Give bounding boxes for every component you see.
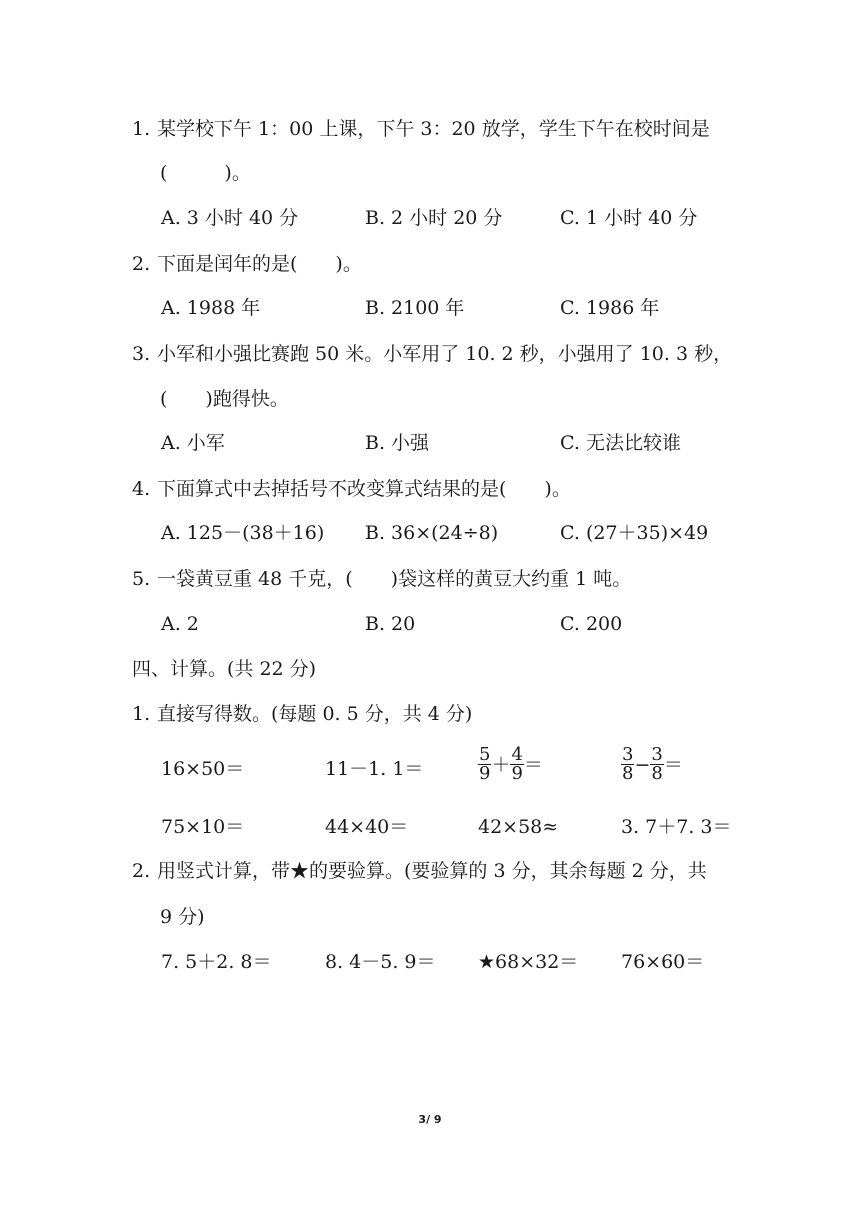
question-number: 1. [132,118,151,140]
option-a: A. 1988 年 [161,297,261,319]
calc-item: 7. 5＋2. 8＝ [161,951,272,973]
denominator: 8 [622,763,634,784]
question-number: 4. [132,478,151,500]
operator: ＋ [491,753,511,776]
option-c: C. 1 小时 40 分 [560,207,698,229]
fraction [650,746,663,783]
question-text: 用竖式计算，带★的要验算。(要验算的 3 分，其余每题 2 分，共 [157,860,707,882]
option-a: A. 2 [161,613,199,635]
calc-item: 42×58≈ [478,816,559,838]
question-text: 某学校下午 1：00 上课，下午 3：20 放学，学生下午在校时间是 [157,118,710,140]
calc-item-with-check: ★68×32＝ [478,951,579,973]
fraction-expression [478,746,543,783]
calc-item: 11－1. 1＝ [325,758,424,780]
option-a: A. 3 小时 40 分 [161,207,299,229]
fraction [621,746,634,783]
question-number: 1. [132,703,151,725]
calc-item: 76×60＝ [621,951,705,973]
numerator: 3 [651,744,663,765]
question-text: 一袋黄豆重 48 千克，( )袋这样的黄豆大约重 1 吨。 [157,568,632,590]
fraction-expression [621,746,683,783]
calc-item: 44×40＝ [325,816,409,838]
operator: − [634,753,651,776]
question-text: 下面是闰年的是( )。 [157,253,362,275]
equals: ＝ [663,753,683,776]
denominator: 9 [479,763,491,784]
option-c: C. (27＋35)×49 [560,522,709,544]
option-c: C. 200 [560,613,623,635]
option-b: B. 小强 [365,432,430,454]
calc-item: 75×10＝ [161,816,245,838]
question-text: 下面算式中去掉括号不改变算式结果的是( )。 [157,478,571,500]
numerator: 5 [479,744,491,765]
question-number: 2. [132,860,151,882]
question-text: 直接写得数。(每题 0. 5 分，共 4 分) [157,703,473,725]
section-heading: 四、计算。(共 22 分) [132,658,317,680]
page-number: 3/ 9 [418,1113,442,1126]
option-b: B. 2100 年 [365,297,465,319]
question-number: 2. [132,253,151,275]
question-3-continuation: ( )跑得快。 [160,388,289,410]
question-1-continuation: ( )。 [160,162,251,184]
fraction [510,746,523,783]
option-a: A. 125－(38＋16) [161,522,325,544]
denominator: 9 [511,763,523,784]
denominator: 8 [651,763,663,784]
subproblem-2-continuation: 9 分) [160,906,205,928]
option-b: B. 2 小时 20 分 [365,207,503,229]
option-c: C. 1986 年 [560,297,660,319]
option-b: B. 36×(24÷8) [365,522,499,544]
calc-item: 16×50＝ [161,758,245,780]
question-text: 小军和小强比赛跑 50 米。小军用了 10. 2 秒，小强用了 10. 3 秒， [157,343,733,365]
calc-item: 3. 7＋7. 3＝ [621,816,732,838]
question-number: 3. [132,343,151,365]
question-number: 5. [132,568,151,590]
numerator: 4 [511,744,523,765]
option-a: A. 小军 [161,432,225,454]
option-b: B. 20 [365,613,416,635]
fraction [478,746,491,783]
equals: ＝ [523,753,543,776]
calc-item: 8. 4－5. 9＝ [325,951,436,973]
numerator: 3 [622,744,634,765]
option-c: C. 无法比较谁 [560,432,681,454]
